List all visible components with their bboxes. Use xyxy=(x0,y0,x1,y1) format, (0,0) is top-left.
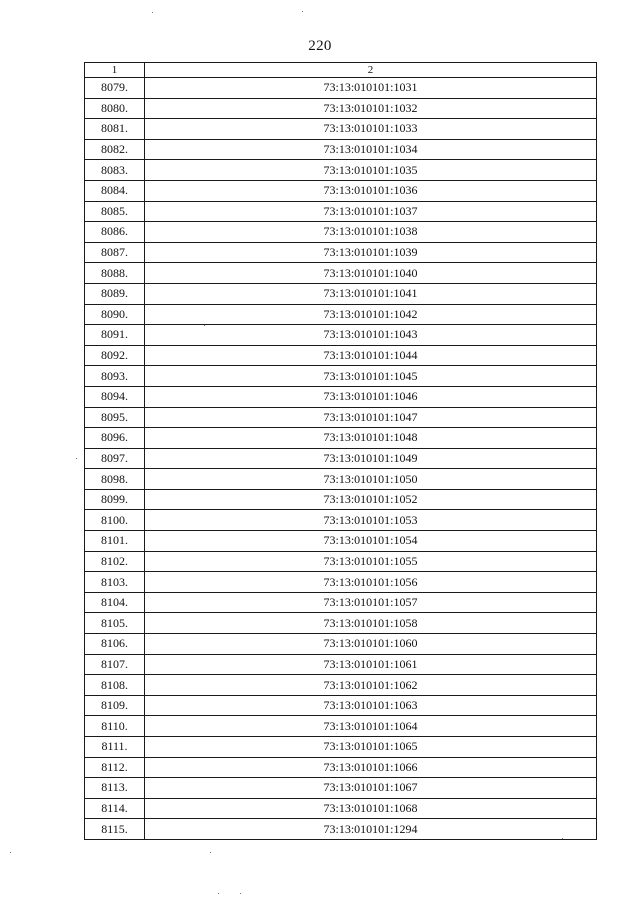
row-number: 8095. xyxy=(85,407,145,428)
row-number: 8083. xyxy=(85,160,145,181)
scan-speck xyxy=(218,893,219,894)
table-row xyxy=(85,325,597,346)
scan-speck xyxy=(240,893,241,894)
row-number: 8115. xyxy=(85,819,145,840)
row-number: 8109. xyxy=(85,695,145,716)
scan-speck xyxy=(76,458,77,459)
row-number: 8082. xyxy=(85,139,145,160)
row-number: 8104. xyxy=(85,592,145,613)
cadastral-number: 73:13:010101:1052 xyxy=(145,489,597,510)
scan-speck xyxy=(204,325,205,326)
row-number: 8086. xyxy=(85,222,145,243)
table-row xyxy=(85,489,597,510)
cadastral-number: 73:13:010101:1054 xyxy=(145,531,597,552)
cadastral-number: 73:13:010101:1034 xyxy=(145,139,597,160)
row-number: 8094. xyxy=(85,386,145,407)
table-row xyxy=(85,778,597,799)
table-row xyxy=(85,695,597,716)
table-row xyxy=(85,613,597,634)
cadastral-number: 73:13:010101:1057 xyxy=(145,592,597,613)
cadastral-number: 73:13:010101:1294 xyxy=(145,819,597,840)
table-row xyxy=(85,798,597,819)
cadastral-number: 73:13:010101:1067 xyxy=(145,778,597,799)
table-row xyxy=(85,819,597,840)
table-row xyxy=(85,242,597,263)
table-row xyxy=(85,428,597,449)
row-number: 8096. xyxy=(85,428,145,449)
table-row xyxy=(85,531,597,552)
row-number: 8114. xyxy=(85,798,145,819)
cadastral-number: 73:13:010101:1056 xyxy=(145,572,597,593)
cadastral-number: 73:13:010101:1058 xyxy=(145,613,597,634)
table-row xyxy=(85,469,597,490)
cadastral-number: 73:13:010101:1065 xyxy=(145,737,597,758)
cadastral-number: 73:13:010101:1061 xyxy=(145,654,597,675)
cadastral-number: 73:13:010101:1042 xyxy=(145,304,597,325)
scan-speck xyxy=(302,11,303,12)
row-number: 8112. xyxy=(85,757,145,778)
cadastral-number: 73:13:010101:1053 xyxy=(145,510,597,531)
table-row xyxy=(85,98,597,119)
row-number: 8106. xyxy=(85,634,145,655)
row-number: 8105. xyxy=(85,613,145,634)
column-header-number: 1 xyxy=(85,63,145,78)
cadastral-number: 73:13:010101:1046 xyxy=(145,386,597,407)
row-number: 8099. xyxy=(85,489,145,510)
table-row xyxy=(85,345,597,366)
cadastral-number: 73:13:010101:1063 xyxy=(145,695,597,716)
table-row xyxy=(85,572,597,593)
table-row xyxy=(85,222,597,243)
cadastral-number: 73:13:010101:1045 xyxy=(145,366,597,387)
header-row xyxy=(85,63,597,78)
row-number: 8097. xyxy=(85,448,145,469)
row-number: 8080. xyxy=(85,98,145,119)
cadastral-number: 73:13:010101:1031 xyxy=(145,78,597,99)
cadastral-number: 73:13:010101:1066 xyxy=(145,757,597,778)
cadastral-number: 73:13:010101:1033 xyxy=(145,119,597,140)
cadastral-number: 73:13:010101:1038 xyxy=(145,222,597,243)
table-row xyxy=(85,510,597,531)
table-header xyxy=(85,63,597,78)
scan-speck xyxy=(562,838,563,839)
table-row xyxy=(85,160,597,181)
table-row xyxy=(85,201,597,222)
row-number: 8093. xyxy=(85,366,145,387)
row-number: 8087. xyxy=(85,242,145,263)
cadastral-number: 73:13:010101:1043 xyxy=(145,325,597,346)
row-number: 8081. xyxy=(85,119,145,140)
table-row xyxy=(85,139,597,160)
table-row xyxy=(85,304,597,325)
scan-speck xyxy=(210,852,211,853)
cadastral-number: 73:13:010101:1044 xyxy=(145,345,597,366)
row-number: 8084. xyxy=(85,180,145,201)
cadastral-number: 73:13:010101:1035 xyxy=(145,160,597,181)
scan-speck xyxy=(152,12,153,13)
cadastral-number: 73:13:010101:1055 xyxy=(145,551,597,572)
table-row xyxy=(85,366,597,387)
table-row xyxy=(85,180,597,201)
row-number: 8108. xyxy=(85,675,145,696)
row-number: 8088. xyxy=(85,263,145,284)
row-number: 8107. xyxy=(85,654,145,675)
cadastral-number: 73:13:010101:1048 xyxy=(145,428,597,449)
table-row xyxy=(85,757,597,778)
cadastral-number: 73:13:010101:1036 xyxy=(145,180,597,201)
cadastral-number: 73:13:010101:1050 xyxy=(145,469,597,490)
row-number: 8079. xyxy=(85,78,145,99)
cadastral-number: 73:13:010101:1049 xyxy=(145,448,597,469)
cadastral-number: 73:13:010101:1039 xyxy=(145,242,597,263)
table-row xyxy=(85,283,597,304)
cadastral-number: 73:13:010101:1040 xyxy=(145,263,597,284)
table-row xyxy=(85,716,597,737)
table-row xyxy=(85,634,597,655)
row-number: 8090. xyxy=(85,304,145,325)
cadastral-number: 73:13:010101:1047 xyxy=(145,407,597,428)
cadastral-number: 73:13:010101:1041 xyxy=(145,283,597,304)
row-number: 8103. xyxy=(85,572,145,593)
table-row xyxy=(85,78,597,99)
cadastral-number: 73:13:010101:1068 xyxy=(145,798,597,819)
table-row xyxy=(85,592,597,613)
cadastral-number: 73:13:010101:1062 xyxy=(145,675,597,696)
row-number: 8113. xyxy=(85,778,145,799)
page-number: 220 xyxy=(308,38,332,54)
cadastral-number: 73:13:010101:1037 xyxy=(145,201,597,222)
row-number: 8111. xyxy=(85,737,145,758)
cadastral-number: 73:13:010101:1064 xyxy=(145,716,597,737)
cadastral-number: 73:13:010101:1060 xyxy=(145,634,597,655)
column-header-cadastral: 2 xyxy=(145,63,597,78)
table-row xyxy=(85,407,597,428)
row-number: 8102. xyxy=(85,551,145,572)
row-number: 8101. xyxy=(85,531,145,552)
table-row xyxy=(85,737,597,758)
table-row xyxy=(85,263,597,284)
row-number: 8085. xyxy=(85,201,145,222)
table-row xyxy=(85,386,597,407)
table-row xyxy=(85,119,597,140)
row-number: 8098. xyxy=(85,469,145,490)
scan-speck xyxy=(10,852,11,853)
table-row xyxy=(85,448,597,469)
table-body xyxy=(85,78,597,840)
row-number: 8091. xyxy=(85,325,145,346)
cadastral-number: 73:13:010101:1032 xyxy=(145,98,597,119)
table-row xyxy=(85,654,597,675)
row-number: 8092. xyxy=(85,345,145,366)
table-row xyxy=(85,551,597,572)
table-row xyxy=(85,675,597,696)
cadastral-register-table xyxy=(84,62,597,840)
row-number: 8089. xyxy=(85,283,145,304)
row-number: 8100. xyxy=(85,510,145,531)
row-number: 8110. xyxy=(85,716,145,737)
